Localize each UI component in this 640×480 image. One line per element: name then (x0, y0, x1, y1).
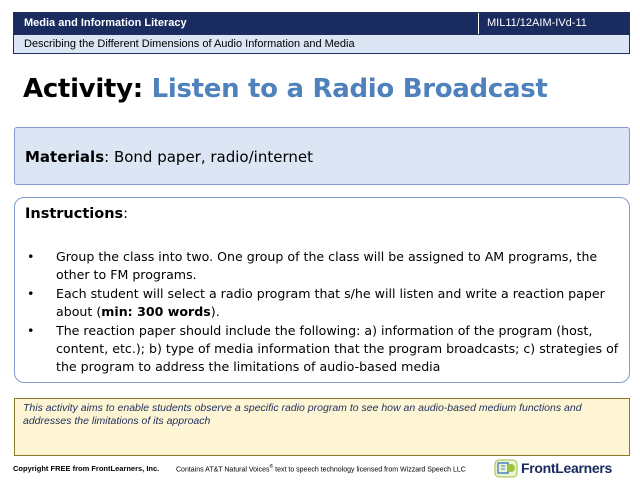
header-top-bar (14, 13, 629, 34)
instructions-colon: : (123, 206, 129, 222)
instruction-text-end: ). (210, 304, 220, 319)
activity-note: This activity aims to enable students observe a specific radio program to see how an audio-based medium functions and addresses the limitations of its approach (14, 398, 630, 456)
slide-footer (0, 456, 640, 480)
instruction-item (25, 322, 621, 376)
materials-label: Materials (25, 148, 105, 166)
logo-text: FrontLearners (521, 460, 613, 476)
materials-box (14, 127, 630, 185)
slide-title (23, 74, 548, 104)
voices-credit-start: Contains AT&T Natural Voices (176, 466, 270, 474)
instructions-list (25, 248, 621, 377)
instruction-text: The reaction paper should include the following: a) information of the program (host, content, etc.); b) type of media information that the program broadcasts; c) strategies of the program to address the limitations of audio-based media (56, 323, 619, 374)
course-code: MIL11/12AIM-IVd-11 (478, 13, 629, 34)
instruction-item (25, 285, 621, 321)
lesson-subtitle: Describing the Different Dimensions of Audio Information and Media (14, 34, 629, 53)
frontlearners-logo-icon (494, 457, 518, 479)
instructions-label: Instructions (25, 206, 124, 222)
bullet-icon: • (27, 323, 35, 338)
instruction-text: Each student will select a radio program that s/he will listen and write a reaction paper about ( (56, 286, 605, 319)
voices-credit-end: text to speech technology licensed from Wizzard Speech LLC (273, 466, 466, 474)
slide-title-prefix: Activity: (23, 74, 143, 104)
instructions-heading (25, 206, 128, 222)
instruction-text: Group the class into two. One group of the class will be assigned to AM programs, the other to FM programs. (56, 249, 598, 282)
course-title: Media and Information Literacy (24, 17, 187, 29)
instruction-emphasis: min: 300 words (101, 304, 211, 319)
bullet-icon: • (27, 286, 35, 301)
frontlearners-logo (494, 457, 634, 479)
slide-header (13, 12, 630, 54)
materials-value: : Bond paper, radio/internet (104, 148, 313, 166)
registered-mark: ® (269, 464, 274, 470)
bullet-icon: • (27, 249, 35, 264)
slide-title-rest: Listen to a Radio Broadcast (151, 74, 548, 104)
instructions-box (14, 197, 630, 383)
instruction-item (25, 248, 621, 284)
copyright-text: Copyright FREE from FrontLearners, Inc. (13, 464, 160, 473)
voices-credit (176, 464, 466, 473)
